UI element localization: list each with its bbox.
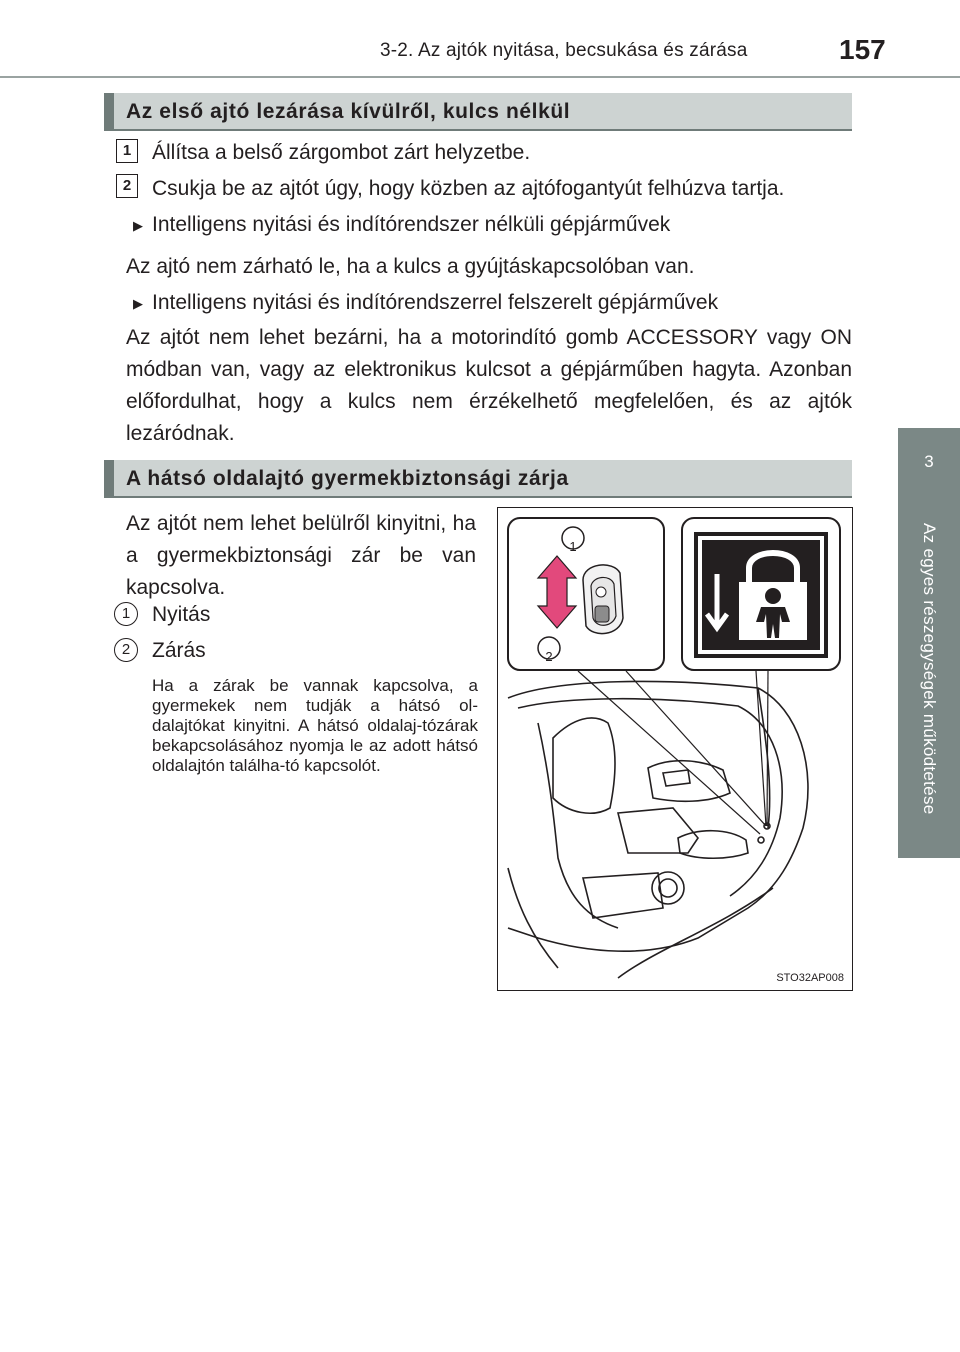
- step-number-2: 2: [116, 174, 138, 198]
- item-number-2: 2: [114, 638, 138, 662]
- chapter-number: 3: [924, 452, 934, 471]
- condition-heading-2: Intelligens nyitási és indítórendszerrel felszerelt gépjárművek: [152, 291, 719, 314]
- condition-text-1: Az ajtó nem zárható le, ha a kulcs a gyújtáskapcsolóban van.: [126, 255, 695, 278]
- step-number-1: 1: [116, 139, 138, 163]
- chapter-title: 3-2. Az ajtók nyitása, becsukása és zárása: [380, 40, 748, 61]
- chapter-side-tab: [898, 428, 960, 858]
- door-drawing: [508, 681, 808, 978]
- item-text-close: Zárás: [152, 639, 206, 662]
- switch-inset: [508, 518, 664, 670]
- child-lock-note: Ha a zárak be vannak kapcsolva, a gyermekek nem tudják a hátsó ol-dalajtókat kinyitni. A hátsó oldalaj-tózárak bekapcsolásához nyomja le az adott hátsó oldalajtón találha-tó kapcsolót.: [152, 676, 478, 775]
- step-text-2: Csukja be az ajtót úgy, hogy közben az ajtófogantyút felhúzva tartja.: [152, 177, 785, 200]
- child-lock-intro: Az ajtót nem lehet belülről kinyitni, ha a gyermekbiztonsági zár be van kapcsolva.: [126, 512, 476, 599]
- chapter-name: Az egyes részegységek működtetése: [920, 523, 939, 815]
- section-heading-front-door: Az első ajtó lezárása kívülről, kulcs nélkül: [104, 93, 852, 131]
- step-text-1: Állítsa a belső zárgombot zárt helyzetbe.: [152, 141, 531, 164]
- figure-id: STO32AP008: [776, 972, 844, 984]
- triangle-bullet-icon: ▶: [133, 218, 143, 233]
- child-lock-symbol-inset: [682, 518, 840, 670]
- condition-heading-1: Intelligens nyitási és indítórendszer nélküli gépjárművek: [152, 213, 671, 236]
- item-text-open: Nyitás: [152, 603, 211, 626]
- page-number: 157: [839, 34, 886, 65]
- callout-1: 1: [569, 539, 577, 554]
- section-heading-child-lock: A hátsó oldalajtó gyermekbiztonsági zárja: [104, 460, 852, 498]
- door-illustration: [498, 508, 851, 989]
- triangle-bullet-icon: ▶: [133, 296, 143, 311]
- child-lock-illustration: [497, 507, 853, 991]
- callout-2: 2: [545, 649, 553, 664]
- header-divider: [0, 76, 960, 78]
- item-number-1: 1: [114, 602, 138, 626]
- condition-text-2: Az ajtót nem lehet bezárni, ha a motorindító gomb ACCESSORY vagy ON módban van, vagy az elektronikus kulcsot a gépjárműben hagyta. Azonban előfordulhat, hogy a kulcs nem érzékelhető megfelelően, és az ajtók lezáródnak.: [126, 326, 852, 445]
